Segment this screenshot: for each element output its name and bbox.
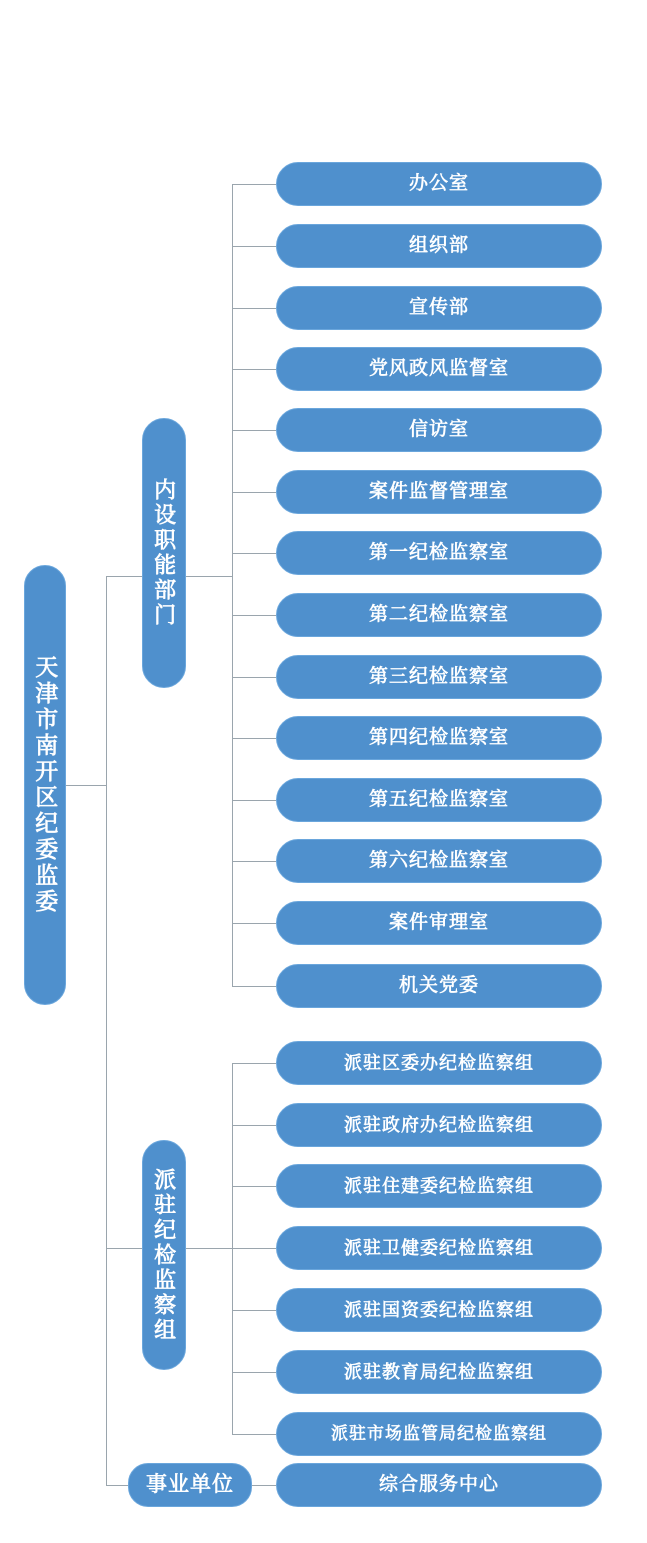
leaf-node[interactable]: 机关党委 [276, 964, 602, 1008]
leaf-node[interactable]: 案件审理室 [276, 901, 602, 945]
connector-leaf [232, 1063, 276, 1064]
connector-leaf [232, 369, 276, 370]
connector-leaf [232, 986, 276, 987]
connector-branch-institution [106, 1485, 128, 1486]
leaf-node[interactable]: 派驻国资委纪检监察组 [276, 1288, 602, 1332]
root-node[interactable]: 天津市南开区纪委监委 [24, 565, 66, 1005]
connector-leaf [232, 246, 276, 247]
leaf-node[interactable]: 派驻市场监管局纪检监察组 [276, 1412, 602, 1456]
connector-leaf [232, 1372, 276, 1373]
connector-leaf [232, 861, 276, 862]
connector-leaf [232, 615, 276, 616]
connector-leaf [232, 553, 276, 554]
leaf-node[interactable]: 派驻政府办纪检监察组 [276, 1103, 602, 1147]
branch-node-institution[interactable]: 事业单位 [128, 1463, 252, 1507]
connector-leaf [232, 430, 276, 431]
connector-root-horizontal [66, 785, 106, 786]
connector-leaf [232, 1186, 276, 1187]
leaf-node[interactable]: 第一纪检监察室 [276, 531, 602, 575]
leaf-node[interactable]: 综合服务中心 [276, 1463, 602, 1507]
leaf-node[interactable]: 第二纪检监察室 [276, 593, 602, 637]
connector-leaf [232, 1434, 276, 1435]
connector-leaf [232, 800, 276, 801]
leaf-node[interactable]: 第四纪检监察室 [276, 716, 602, 760]
connector-leaf [232, 1125, 276, 1126]
connector-leaf [232, 184, 276, 185]
leaf-node[interactable]: 派驻卫健委纪检监察组 [276, 1226, 602, 1270]
leaf-node[interactable]: 案件监督管理室 [276, 470, 602, 514]
leaf-node[interactable]: 派驻住建委纪检监察组 [276, 1164, 602, 1208]
connector-stationed-stem [186, 1248, 232, 1249]
connector-branch-internal [106, 576, 142, 577]
connector-leaf [232, 677, 276, 678]
leaf-node[interactable]: 第三纪检监察室 [276, 655, 602, 699]
leaf-node[interactable]: 派驻区委办纪检监察组 [276, 1041, 602, 1085]
connector-leaf [252, 1485, 276, 1486]
connector-branch-stationed [106, 1248, 142, 1249]
leaf-node[interactable]: 派驻教育局纪检监察组 [276, 1350, 602, 1394]
connector-leaf [232, 1248, 276, 1249]
connector-leaf [232, 923, 276, 924]
branch-node-stationed[interactable]: 派驻纪检监察组 [142, 1140, 186, 1370]
branch-node-internal[interactable]: 内设职能部门 [142, 418, 186, 688]
connector-leaf [232, 1310, 276, 1311]
connector-leaf [232, 308, 276, 309]
connector-internal-stem [186, 576, 232, 577]
leaf-node[interactable]: 宣传部 [276, 286, 602, 330]
leaf-node[interactable]: 组织部 [276, 224, 602, 268]
leaf-node[interactable]: 第六纪检监察室 [276, 839, 602, 883]
connector-leaf [232, 738, 276, 739]
connector-leaf [232, 492, 276, 493]
leaf-node[interactable]: 办公室 [276, 162, 602, 206]
leaf-node[interactable]: 第五纪检监察室 [276, 778, 602, 822]
connector-root-vertical [106, 576, 107, 1485]
connector-internal-spine [232, 184, 233, 986]
leaf-node[interactable]: 党风政风监督室 [276, 347, 602, 391]
leaf-node[interactable]: 信访室 [276, 408, 602, 452]
